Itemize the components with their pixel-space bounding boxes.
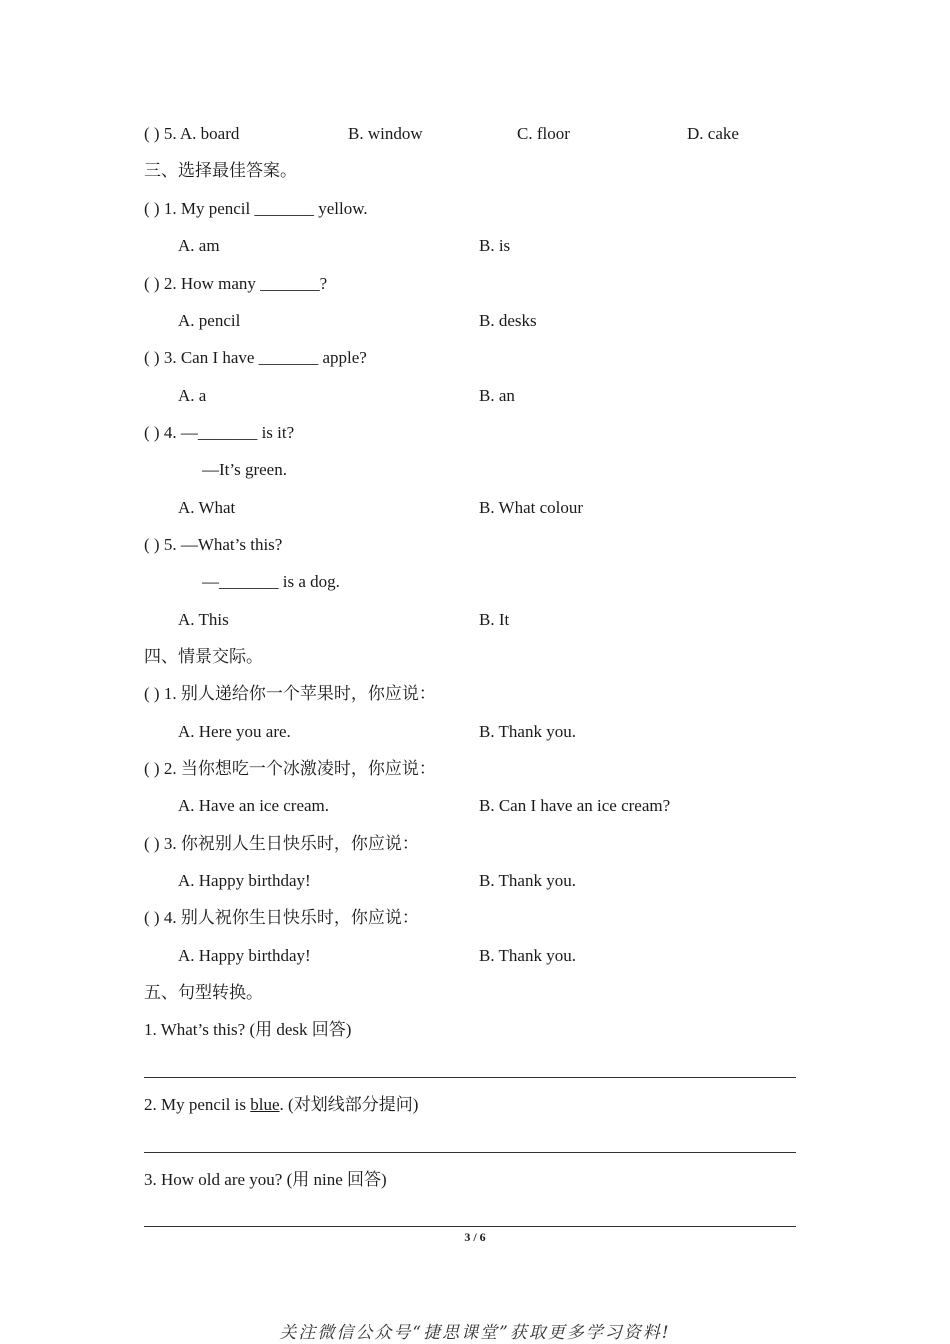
section4-heading: 四、情景交际。 (144, 647, 263, 666)
s3-q3-option-b: B. an (479, 386, 515, 405)
s4-q2-option-a: A. Have an ice cream. (178, 796, 330, 815)
s3-q1-option-b: B. is (479, 236, 511, 255)
s5-q2-post: . (对划线部分提问) (279, 1095, 419, 1114)
s5-q2-pre: 2. My pencil is (144, 1095, 251, 1114)
s3-q2-option-b: B. desks (479, 311, 537, 330)
section5-heading: 五、句型转换。 (144, 983, 263, 1002)
s4-q3-option-b: B. Thank you. (479, 871, 576, 890)
s3-q5-option-b: B. It (479, 610, 510, 629)
s2-q5-option-b: B. window (348, 124, 423, 143)
s2-q5-option-d: D. cake (687, 124, 739, 143)
s4-q2-stem: ( ) 2. 当你想吃一个冰激凌时，你应说： (144, 759, 436, 778)
footer-watermark: 关注微信公众号“捷思课堂”获取更多学习资料! (279, 1323, 671, 1343)
s4-q2-option-b: B. Can I have an ice cream? (479, 796, 671, 815)
s4-q3-option-a: A. Happy birthday! (178, 871, 311, 890)
s5-q1-answer-line[interactable] (144, 1077, 796, 1078)
s3-q2-option-a: A. pencil (178, 311, 241, 330)
s3-q1-option-a: A. am (178, 236, 220, 255)
s3-q4-option-b: B. What colour (479, 498, 584, 517)
s4-q1-option-a: A. Here you are. (178, 722, 291, 741)
s3-q3-stem: ( ) 3. Can I have _______ apple? (144, 348, 367, 367)
s5-q2 (144, 1093, 418, 1117)
page-number: 3 / 6 (464, 1230, 486, 1244)
s3-q4-reply: —It’s green. (202, 460, 287, 479)
s3-q5-option-a: A. This (178, 610, 229, 629)
s4-q4-option-b: B. Thank you. (479, 946, 576, 965)
s3-q2-stem: ( ) 2. How many _______? (144, 274, 328, 293)
s2-q5-option-c: C. floor (517, 124, 570, 143)
s3-q3-option-a: A. a (178, 386, 207, 405)
s2-q5-stem: ( ) 5. A. board (144, 124, 240, 143)
s4-q4-stem: ( ) 4. 别人祝你生日快乐时，你应说： (144, 908, 419, 927)
s3-q4-option-a: A. What (178, 498, 236, 517)
s4-q3-stem: ( ) 3. 你祝别人生日快乐时，你应说： (144, 834, 419, 853)
s5-q2-underlined-word: blue (250, 1095, 280, 1114)
s5-q1: 1. What’s this? (用 desk 回答) (144, 1020, 352, 1039)
s5-q3: 3. How old are you? (用 nine 回答) (144, 1170, 387, 1189)
s3-q5-stem: ( ) 5. —What’s this? (144, 535, 283, 554)
s3-q4-stem: ( ) 4. —_______ is it? (144, 423, 295, 442)
section3-heading: 三、选择最佳答案。 (144, 161, 297, 180)
s4-q4-option-a: A. Happy birthday! (178, 946, 311, 965)
s3-q5-reply: —_______ is a dog. (202, 572, 340, 591)
s4-q1-stem: ( ) 1. 别人递给你一个苹果时，你应说： (144, 684, 436, 703)
s4-q1-option-b: B. Thank you. (479, 722, 576, 741)
s3-q1-stem: ( ) 1. My pencil _______ yellow. (144, 199, 368, 218)
s5-q2-answer-line[interactable] (144, 1152, 796, 1153)
s5-q3-answer-line[interactable] (144, 1226, 796, 1227)
